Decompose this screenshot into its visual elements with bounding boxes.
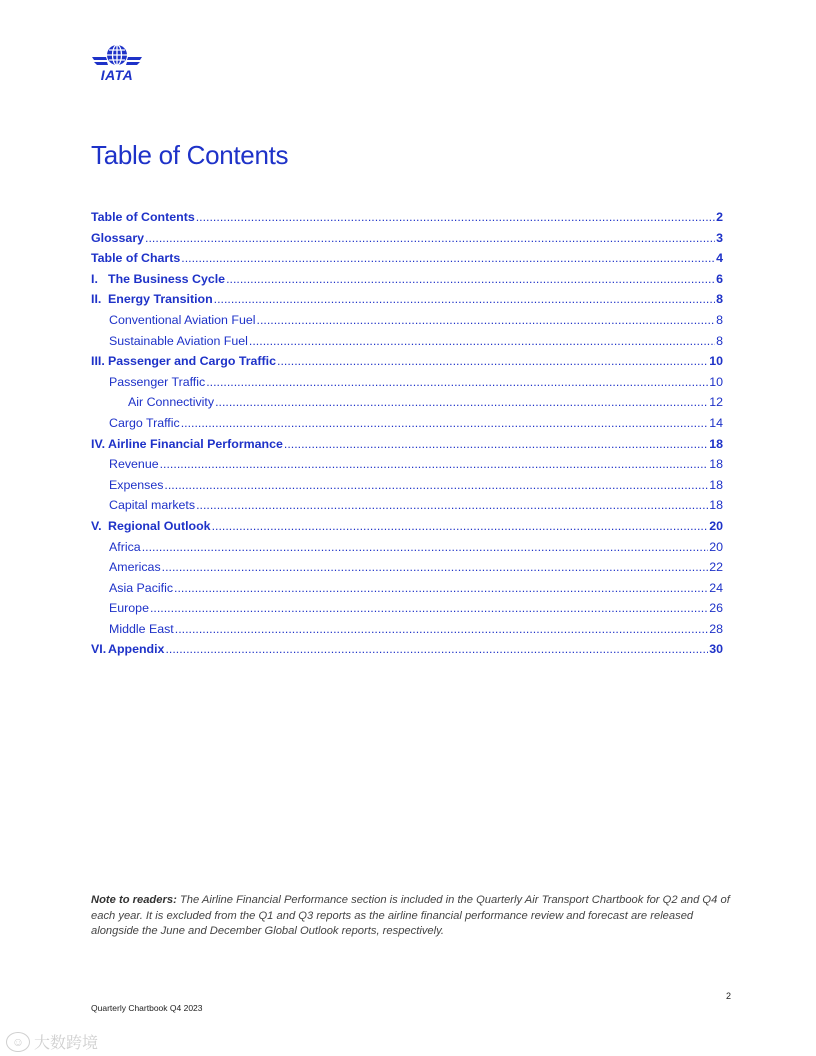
toc-entry-page: 8 — [716, 312, 723, 327]
toc-dot-leader — [164, 478, 708, 492]
toc-entry-page: 3 — [716, 230, 723, 245]
toc-entry[interactable] — [91, 292, 723, 313]
toc-entry[interactable] — [91, 560, 723, 581]
toc-dot-leader — [181, 416, 709, 430]
toc-entry[interactable] — [91, 313, 723, 334]
toc-entry-page: 10 — [709, 374, 723, 389]
toc-entry-page: 24 — [709, 580, 723, 595]
page-title: Table of Contents — [91, 140, 289, 170]
toc-entry-number: I. — [91, 271, 98, 286]
toc-dot-leader — [142, 540, 709, 554]
footer-document-title: Quarterly Chartbook Q4 2023 — [91, 1003, 203, 1013]
toc-entry-label: Asia Pacific — [109, 580, 174, 595]
toc-entry[interactable] — [91, 519, 723, 540]
table-of-contents — [91, 210, 723, 663]
toc-entry-page: 18 — [709, 436, 723, 451]
toc-entry[interactable] — [91, 437, 723, 458]
toc-entry[interactable] — [91, 498, 723, 519]
toc-entry-page: 20 — [709, 518, 723, 533]
watermark-icon: ☺ — [6, 1032, 30, 1052]
toc-entry[interactable] — [91, 354, 723, 375]
toc-entry-label: Air Connectivity — [128, 395, 215, 410]
toc-entry-label: Europe — [109, 601, 149, 616]
toc-entry[interactable] — [91, 622, 723, 643]
toc-dot-leader — [214, 292, 715, 306]
toc-entry-page: 6 — [716, 271, 723, 286]
toc-entry-number: III. — [91, 354, 105, 369]
toc-entry-label: Table of Contents — [91, 210, 195, 224]
toc-entry-label: The Business Cycle — [108, 271, 226, 286]
toc-entry-label: Americas — [109, 560, 161, 575]
toc-entry-page: 22 — [709, 560, 723, 575]
toc-entry[interactable] — [91, 272, 723, 293]
toc-entry-number: IV. — [91, 436, 106, 451]
toc-entry-label: Revenue — [109, 457, 159, 472]
toc-entry-label: Expenses — [109, 477, 164, 492]
note-lead: Note to readers: — [91, 894, 177, 906]
toc-entry-page: 18 — [709, 457, 723, 472]
toc-entry[interactable] — [91, 210, 723, 231]
toc-entry-label: Glossary — [91, 230, 145, 245]
toc-entry[interactable] — [91, 375, 723, 396]
toc-entry-page: 8 — [716, 333, 723, 348]
toc-dot-leader — [284, 437, 708, 451]
note-to-readers — [91, 893, 731, 940]
toc-entry-label: Airline Financial Performance — [108, 436, 283, 451]
toc-entry-page: 4 — [716, 251, 723, 266]
toc-entry[interactable] — [91, 478, 723, 499]
toc-dot-leader — [160, 457, 709, 471]
toc-entry-number: II. — [91, 292, 102, 307]
toc-entry[interactable] — [91, 251, 723, 272]
toc-dot-leader — [162, 560, 709, 574]
toc-entry-page: 30 — [709, 642, 723, 657]
toc-entry-label: Sustainable Aviation Fuel — [109, 333, 248, 348]
toc-dot-leader — [196, 498, 708, 512]
toc-entry-number: VI. — [91, 642, 107, 657]
toc-dot-leader — [226, 272, 715, 286]
toc-entry-label: Passenger Traffic — [109, 374, 206, 389]
toc-entry-label: Energy Transition — [108, 292, 213, 307]
watermark-text: 大数跨境 — [34, 1035, 99, 1052]
toc-dot-leader — [150, 601, 708, 615]
toc-dot-leader — [215, 395, 708, 409]
toc-entry-label: Passenger and Cargo Traffic — [108, 354, 277, 369]
toc-dot-leader — [249, 334, 715, 348]
toc-entry-page: 20 — [709, 539, 723, 554]
toc-entry-label: Appendix — [108, 642, 165, 657]
toc-entry-label: Cargo Traffic — [109, 415, 180, 430]
toc-dot-leader — [165, 642, 708, 656]
toc-entry[interactable] — [91, 581, 723, 602]
toc-entry[interactable] — [91, 457, 723, 478]
toc-entry-number: V. — [91, 518, 102, 533]
toc-entry-label: Table of Charts — [91, 251, 181, 266]
toc-entry-label: Conventional Aviation Fuel — [109, 312, 256, 327]
toc-dot-leader — [174, 581, 708, 595]
toc-dot-leader — [196, 210, 715, 224]
toc-entry[interactable] — [91, 642, 723, 663]
toc-entry[interactable] — [91, 334, 723, 355]
toc-dot-leader — [175, 622, 708, 636]
toc-entry-page: 8 — [716, 292, 723, 307]
toc-entry-page: 12 — [709, 395, 723, 410]
toc-entry-page: 14 — [709, 415, 723, 430]
toc-entry-page: 26 — [709, 601, 723, 616]
toc-entry[interactable] — [91, 540, 723, 561]
toc-entry-label: Regional Outlook — [108, 518, 211, 533]
toc-dot-leader — [206, 375, 708, 389]
toc-entry-page: 18 — [709, 477, 723, 492]
toc-dot-leader — [257, 313, 716, 327]
logo-text: IATA — [100, 67, 134, 83]
toc-entry-page: 28 — [709, 621, 723, 636]
toc-entry[interactable] — [91, 231, 723, 252]
watermark — [6, 1030, 98, 1053]
toc-entry[interactable] — [91, 395, 723, 416]
toc-dot-leader — [145, 231, 715, 245]
toc-entry-page: 10 — [709, 354, 723, 369]
toc-dot-leader — [277, 354, 708, 368]
toc-entry[interactable] — [91, 416, 723, 437]
toc-entry-page: 2 — [716, 210, 723, 224]
toc-entry-label: Middle East — [109, 621, 174, 636]
page-number: 2 — [726, 991, 732, 1001]
iata-logo — [90, 44, 144, 84]
toc-dot-leader — [212, 519, 709, 533]
toc-entry-label: Capital markets — [109, 498, 196, 513]
toc-entry[interactable] — [91, 601, 723, 622]
note-text: The Airline Financial Performance section is included in the Quarterly Air Transport Chartbook for Q2 and Q4 of each year. It is excluded from the Q1 and Q3 reports as the airline financial performance review and forecast are released alongside the June and December Global Outlook reports, respectively. — [91, 894, 730, 938]
toc-entry-page: 18 — [709, 498, 723, 513]
toc-dot-leader — [181, 251, 715, 265]
toc-entry-label: Africa — [109, 539, 141, 554]
